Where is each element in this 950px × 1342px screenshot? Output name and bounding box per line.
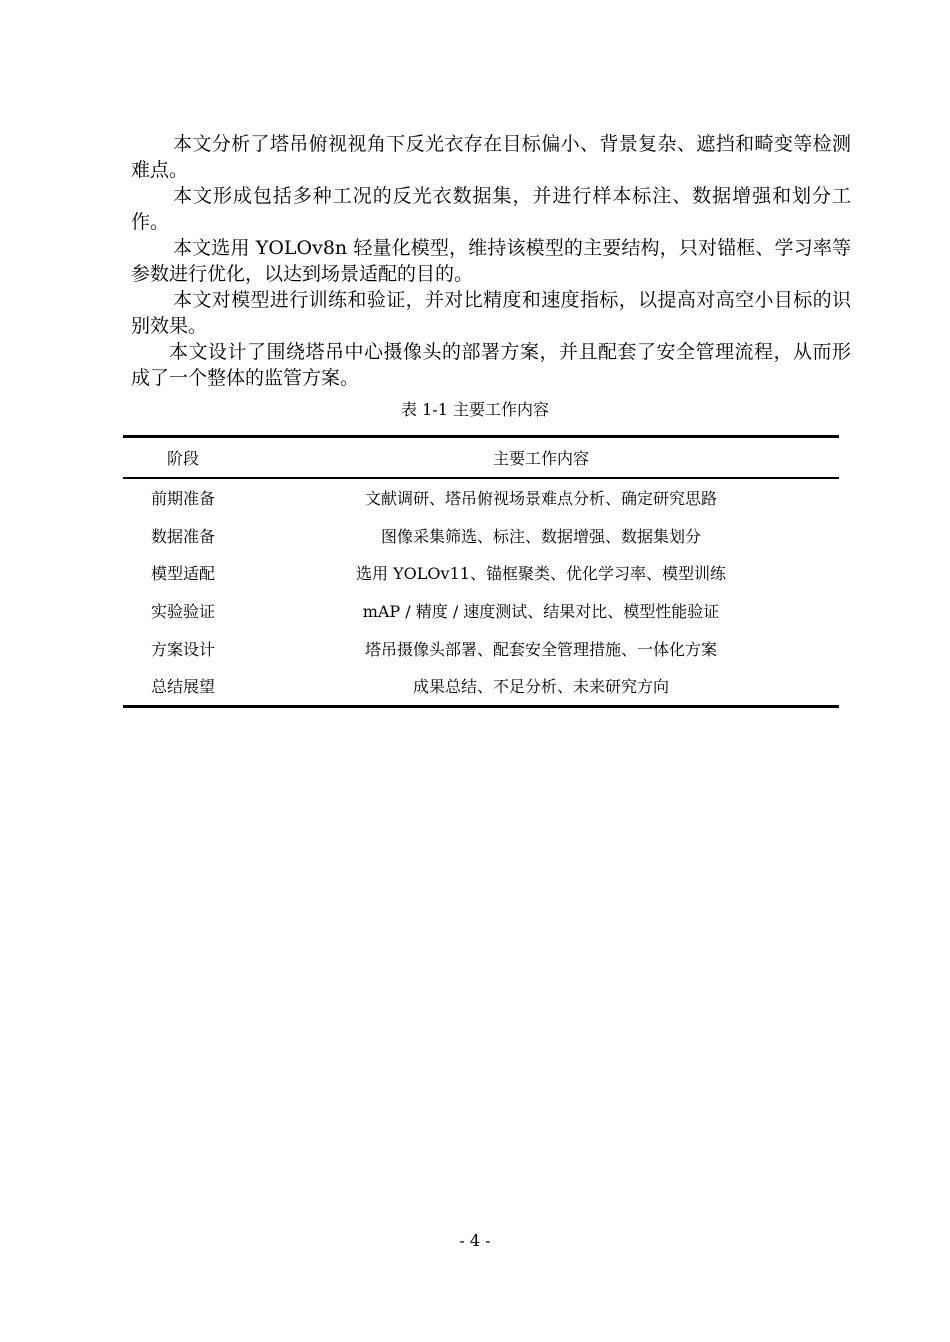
paragraph-difficulty-analysis: 本文分析了塔吊俯视视角下反光衣存在目标偏小、背景复杂、遮挡和畸变等检测难点。 (131, 133, 851, 181)
cell-content: mAP / 精度 / 速度测试、结果对比、模型性能验证 (362, 602, 720, 622)
work-content-table (123, 435, 839, 708)
cell-stage: 数据准备 (150, 526, 215, 546)
cell-stage: 实验验证 (150, 602, 215, 622)
paragraph-dataset: 本文形成包括多种工况的反光衣数据集，并进行样本标注、数据增强和划分工作。 (131, 185, 851, 233)
cell-content: 选用 YOLOv11、锚框聚类、优化学习率、模型训练 (356, 564, 726, 584)
table-row (123, 592, 839, 630)
cell-content: 图像采集筛选、标注、数据增强、数据集划分 (380, 526, 701, 546)
table-row (123, 667, 839, 706)
table-row (123, 554, 839, 592)
cell-stage: 前期准备 (150, 489, 215, 509)
cell-stage: 总结展望 (150, 677, 215, 697)
paragraph-model-selection: 本文选用 YOLOv8n 轻量化模型，维持该模型的主要结构，只对锚框、学习率等参数进行优化，以达到场景适配的目的。 (131, 237, 851, 285)
body-text (131, 131, 851, 391)
table-row (123, 629, 839, 667)
table-caption: 表 1-1 主要工作内容 (401, 400, 549, 419)
cell-stage: 方案设计 (150, 639, 215, 659)
work-content-table-wrap (123, 435, 839, 708)
header-stage: 阶段 (166, 449, 199, 468)
cell-content: 塔吊摄像头部署、配套安全管理措施、一体化方案 (364, 639, 717, 659)
paragraph-deployment: 本文设计了围绕塔吊中心摄像头的部署方案，并且配套了安全管理流程，从而形成了一个整体的监管方案。 (131, 341, 851, 389)
cell-content: 成果总结、不足分析、未来研究方向 (412, 677, 669, 697)
table-row (123, 517, 839, 555)
paragraph-training-validation: 本文对模型进行训练和验证，并对比精度和速度指标，以提高对高空小目标的识别效果。 (131, 289, 851, 337)
cell-content: 文献调研、塔吊俯视场景难点分析、确定研究思路 (364, 489, 717, 509)
table-header-row (123, 437, 839, 479)
header-content: 主要工作内容 (492, 449, 589, 468)
page-number: - 4 - (459, 1231, 491, 1250)
cell-stage: 模型适配 (150, 564, 215, 584)
table-row (123, 478, 839, 517)
